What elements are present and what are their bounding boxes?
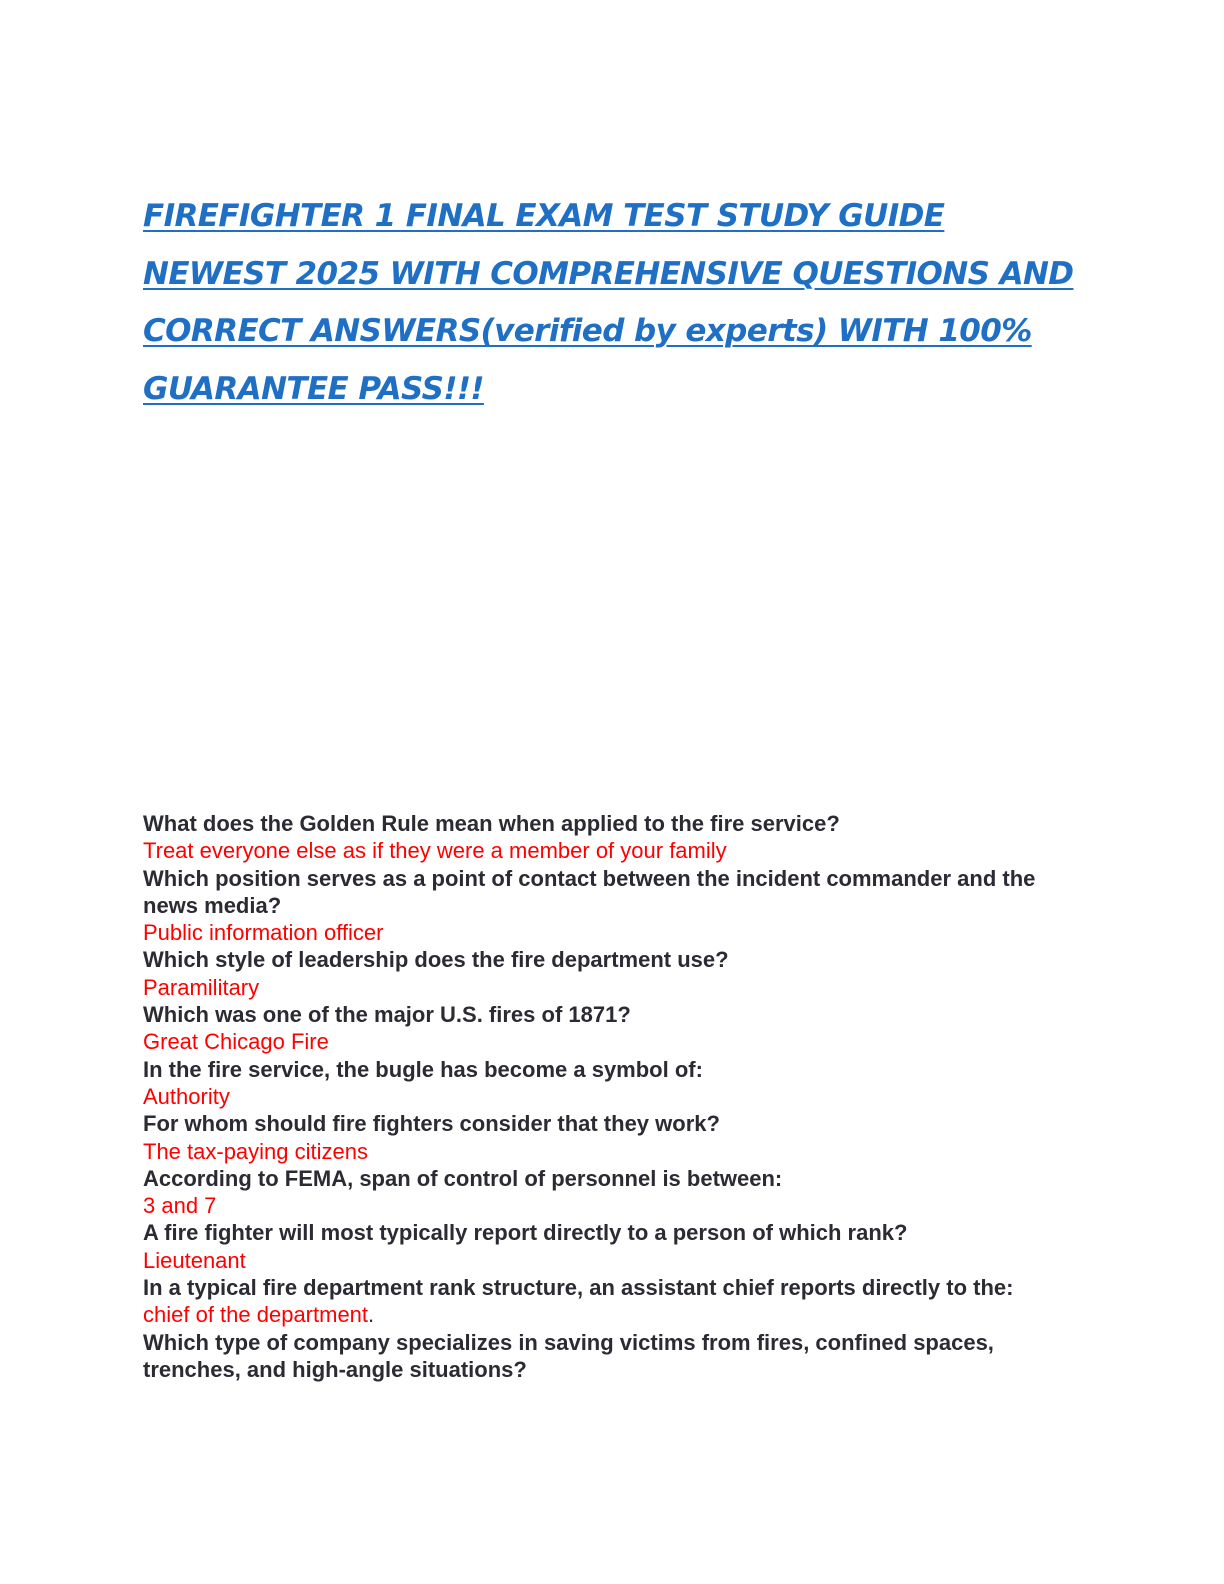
question: What does the Golden Rule mean when applied to the fire service?	[143, 811, 840, 836]
question: Which type of company specializes in saving victims from fires, confined spaces, trenches, and high-angle situations?	[143, 1329, 994, 1382]
question: For whom should fire fighters consider that they work?	[143, 1111, 720, 1137]
qa-list	[143, 810, 1078, 1383]
answer: Treat everyone else as if they were a member of your family	[143, 838, 727, 864]
answer: Public information officer	[143, 920, 384, 946]
answer	[143, 1301, 1078, 1328]
document-title: FIREFIGHTER 1 FINAL EXAM TEST STUDY GUIDE NEWEST 2025 WITH COMPREHENSIVE QUESTIONS AND CORRECT ANSWERS(verified by experts) WITH 100% GUARANTEE PASS!!!	[143, 198, 1074, 407]
question: A fire fighter will most typically report directly to a person of which rank?	[143, 1220, 908, 1246]
answer-text: chief of the department	[143, 1302, 369, 1328]
answer: Paramilitary	[143, 974, 260, 1000]
answer: Lieutenant	[143, 1247, 246, 1273]
answer: Great Chicago Fire	[143, 1029, 329, 1055]
question: In the fire service, the bugle has become a symbol of:	[143, 1056, 703, 1082]
question: Which style of leadership does the fire department use?	[143, 947, 729, 973]
answer: The tax-paying citizens	[143, 1138, 368, 1164]
question: Which was one of the major U.S. fires of 1871?	[143, 1002, 631, 1028]
answer-period: .	[368, 1302, 375, 1328]
question: In a typical fire department rank structure, an assistant chief reports directly to the:	[143, 1275, 1014, 1301]
answer: 3 and 7	[143, 1193, 217, 1219]
question: According to FEMA, span of control of personnel is between:	[143, 1165, 783, 1191]
question: Which position serves as a point of contact between the incident commander and the news media?	[143, 865, 1036, 918]
answer: Authority	[143, 1083, 230, 1109]
